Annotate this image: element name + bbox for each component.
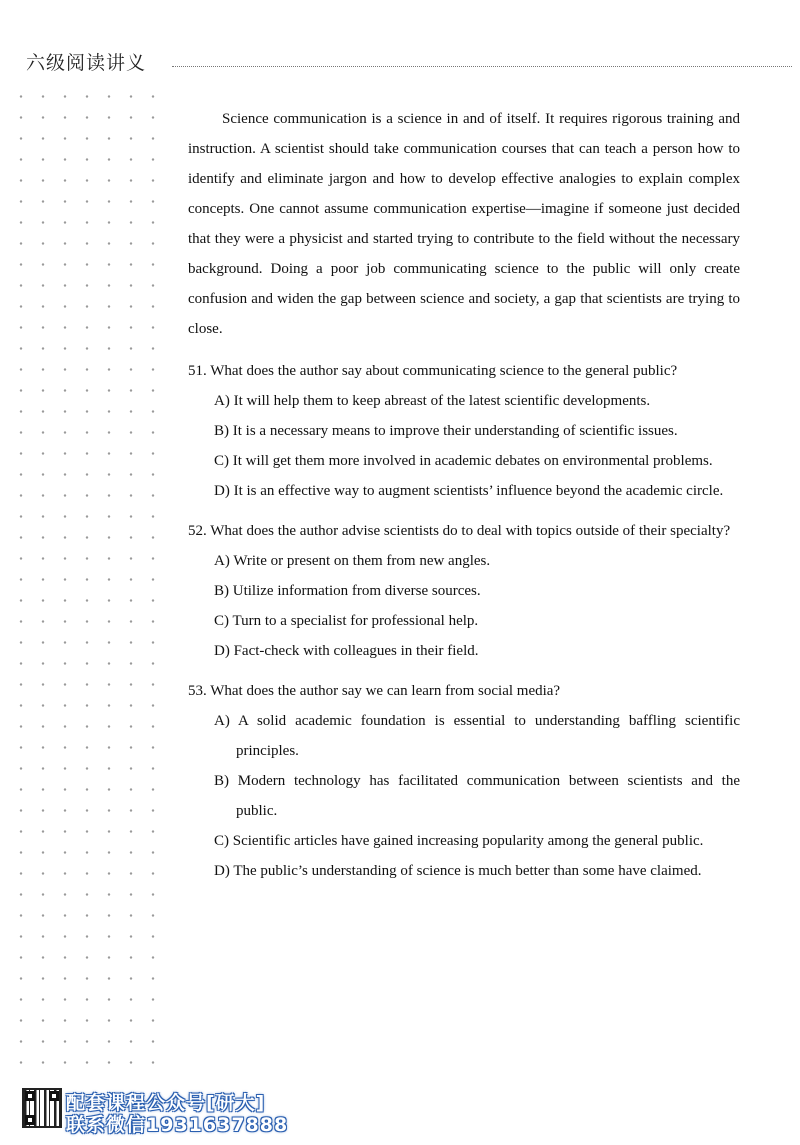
option-letter: D) <box>214 643 230 659</box>
option-text: It will help them to keep abreast of the latest scientific developments. <box>233 393 651 409</box>
option-b[interactable] <box>188 416 740 446</box>
option-letter: D) <box>214 863 230 879</box>
reading-content <box>188 104 740 896</box>
dotted-note-margin <box>10 86 170 1066</box>
option-letter: B) <box>214 773 229 789</box>
option-a[interactable] <box>188 706 740 766</box>
option-letter: D) <box>214 483 230 499</box>
option-letter: B) <box>214 583 229 599</box>
page-header-title: 六级阅读讲义 <box>26 52 147 74</box>
option-letter: C) <box>214 613 229 629</box>
option-c[interactable] <box>188 606 740 636</box>
option-text: It is an effective way to augment scientists’ influence beyond the academic circle. <box>233 483 724 499</box>
header-divider <box>172 66 792 67</box>
promo-line-2: 联系微信1931637888 <box>66 1114 289 1136</box>
option-text: A solid academic foundation is essential to understanding baffling scientific principles. <box>236 713 740 759</box>
option-text: Scientific articles have gained increasing popularity among the general public. <box>232 833 704 849</box>
option-letter: C) <box>214 453 229 469</box>
option-letter: A) <box>214 553 230 569</box>
reading-passage: Science communication is a science in and of itself. It requires rigorous training and instruction. A scientist should take communication courses that can teach a person how to identify and eliminate jargon and how to develop effective analogies to explain complex concepts. One cannot assume communication expertise—imagine if someone just decided that they were a physicist and started trying to contribute to the field without the necessary background. Doing a poor job communicating science to the public will only create confusion and widen the gap between science and society, a gap that scientists are trying to close. <box>188 111 740 337</box>
question-53 <box>188 676 740 886</box>
option-letter: A) <box>214 713 230 729</box>
option-d[interactable] <box>188 636 740 666</box>
option-text: It is a necessary means to improve their understanding of scientific issues. <box>232 423 678 439</box>
question-51 <box>188 356 740 506</box>
option-text: Modern technology has facilitated communication between scientists and the public. <box>236 773 741 819</box>
option-letter: C) <box>214 833 229 849</box>
question-stem: 51. What does the author say about communicating science to the general public? <box>188 363 678 379</box>
option-a[interactable] <box>188 386 740 416</box>
option-text: Turn to a specialist for professional help. <box>232 613 479 629</box>
option-text: The public’s understanding of science is much better than some have claimed. <box>233 863 702 879</box>
option-c[interactable] <box>188 826 740 856</box>
option-c[interactable] <box>188 446 740 476</box>
question-stem: 52. What does the author advise scientists do to deal with topics outside of their specialty? <box>188 523 731 539</box>
question-52 <box>188 516 740 666</box>
option-b[interactable] <box>188 766 740 826</box>
promo-line-1: 配套课程公众号[研大] <box>66 1092 266 1114</box>
question-stem: 53. What does the author say we can learn from social media? <box>188 683 561 699</box>
option-letter: A) <box>214 393 230 409</box>
option-text: Write or present on them from new angles. <box>233 553 491 569</box>
option-text: Utilize information from diverse sources. <box>232 583 481 599</box>
option-a[interactable] <box>188 546 740 576</box>
option-b[interactable] <box>188 576 740 606</box>
option-letter: B) <box>214 423 229 439</box>
qr-code-icon[interactable] <box>22 1088 62 1128</box>
option-d[interactable] <box>188 476 740 506</box>
option-d[interactable] <box>188 856 740 886</box>
option-text: Fact-check with colleagues in their field. <box>233 643 479 659</box>
option-text: It will get them more involved in academic debates on environmental problems. <box>232 453 713 469</box>
